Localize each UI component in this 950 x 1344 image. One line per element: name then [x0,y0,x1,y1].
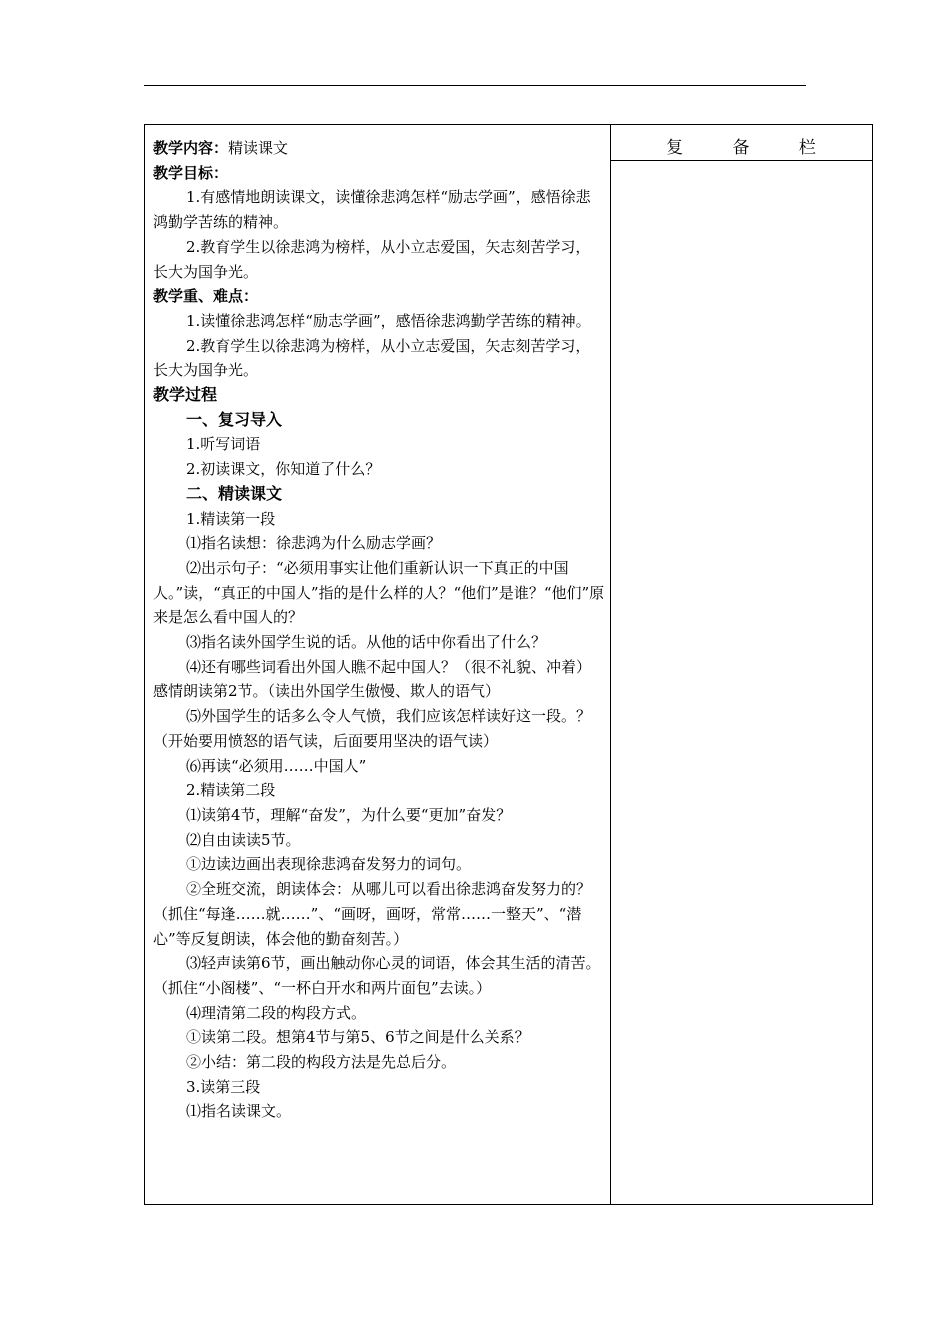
section2-item: ⑵自由读读5节。 [186,830,301,849]
column-divider [610,125,611,1204]
section2-item: ⑷理清第二段的构段方式。 [186,1003,367,1022]
section2-item: ②全班交流，朗读体会：从哪儿可以看出徐悲鸿奋发努力的？（抓住“每逢……就……”、“画呀，画呀，常常……一整天”、“潜心”等反复朗读，体会他的勤奋刻苦。） [153,880,592,948]
section2-item: ①读第二段。想第4节与第5、6节之间是什么关系？ [186,1028,530,1047]
teaching-content-value: 精读课文 [228,139,289,157]
section2-item: ⑶轻声读第6节，画出触动你心灵的词语，体会其生活的清苦。（抓住“小阁楼”、“一杯白开水和两片面包”去读。） [153,954,601,997]
section2-item: ②小结：第二段的构段方法是先总后分。 [186,1053,457,1072]
keypoint-item: 1.读懂徐悲鸿怎样“励志学画”，感悟徐悲鸿勤学苦练的精神。 [186,311,591,330]
review-column-title: 复 备 栏 [666,138,838,158]
section2-item: 3.读第三段 [186,1077,261,1096]
section2-item: ⑵出示句子：“必须用事实让他们重新认识一下真正的中国人。”读，“真正的中国人”指的是什么样的人？“他们”是谁？“他们”原来是怎么看中国人的？ [153,558,605,627]
section2-item: ⑴指名读想：徐悲鸿为什么励志学画？ [186,534,442,553]
section2-item: ⑴读第4节，理解“奋发”，为什么要“更加”奋发？ [186,805,512,824]
section1-heading: 一、复习导入 [186,409,283,429]
side-header-divider [610,160,872,161]
keypoint-item: 2.教育学生以徐悲鸿为榜样，从小立志爱国，矢志刻苦学习，长大为国争光。 [153,336,591,380]
section2-item: ⑴指名读课文。 [186,1102,292,1121]
main-content [153,136,605,1124]
section2-item: ①边读边画出表现徐悲鸿奋发努力的词句。 [186,855,472,874]
section2-item: ⑶指名读外国学生说的话。从他的话中你看出了什么？ [186,633,547,652]
section1-item: 1.听写词语 [186,435,261,454]
goal-item: 2.教育学生以徐悲鸿为榜样，从小立志爱国，矢志刻苦学习，长大为国争光。 [153,237,591,281]
section2-item: ⑸外国学生的话多么令人气愤，我们应该怎样读好这一段。？（开始要用愤怒的语气读，后面要用坚决的语气读） [153,707,592,750]
section2-item: 2.精读第二段 [186,781,276,800]
section2-item: ⑹再读“必须用……中国人” [186,756,367,775]
goals-heading: 教学目标： [153,163,229,182]
header-rule [144,85,806,86]
process-heading: 教学过程 [153,385,218,405]
section2-item: 1.精读第一段 [186,509,276,528]
section1-item: 2.初读课文，你知道了什么？ [186,460,381,479]
section2-item: ⑷还有哪些词看出外国人瞧不起中国人？（很不礼貌、冲着）感情朗读第2节。（读出外国学生傲慢、欺人的语气） [153,657,592,701]
lesson-plan-table [144,124,873,1205]
teaching-content-label: 教学内容： [153,139,229,157]
section2-heading: 二、精读课文 [186,483,283,503]
keypoints-heading: 教学重、难点： [153,287,259,306]
teaching-content-line [153,136,605,161]
goal-item: 1.有感情地朗读课文，读懂徐悲鸿怎样“励志学画”，感悟徐悲鸿勤学苦练的精神。 [153,188,591,232]
